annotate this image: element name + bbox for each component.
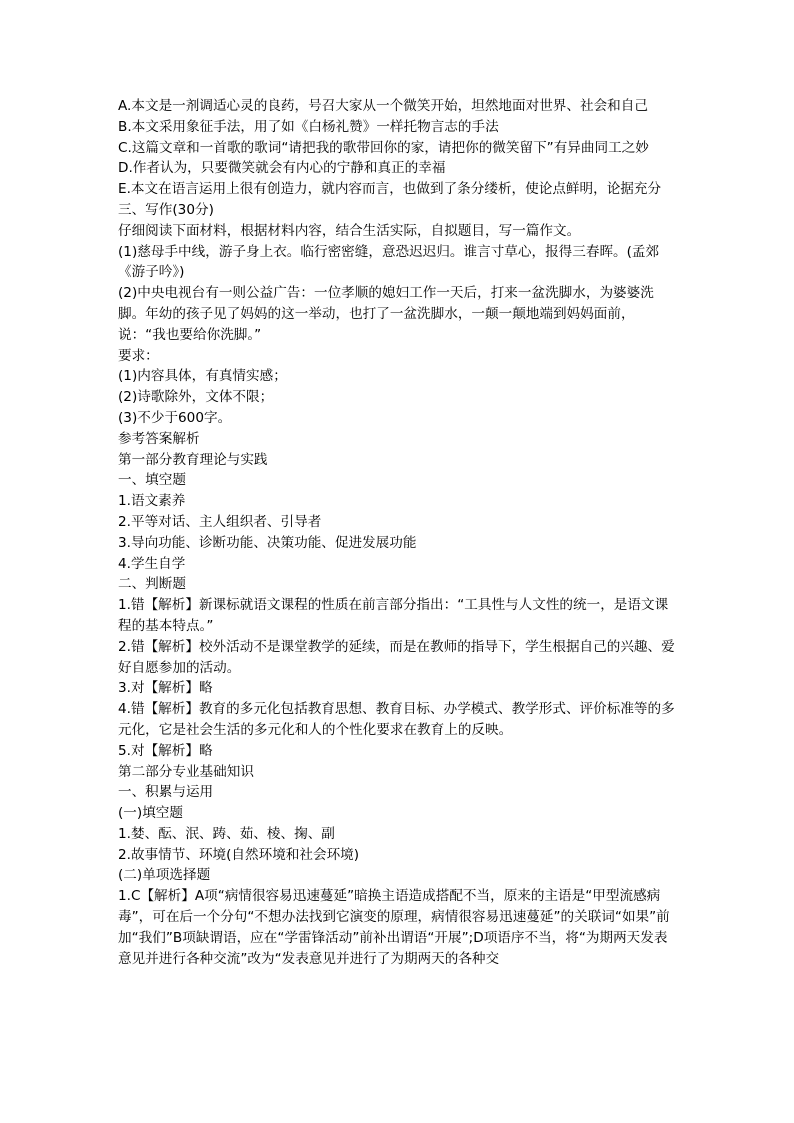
part1-judge-1: 1.错【解析】新课标就语文课程的性质在前言部分指出：“工具性与人文性的统一，是语文课程的基本特点。” (118, 597, 669, 634)
part1-judge-title: 二、判断题 (118, 576, 186, 593)
part1-title: 第一部分教育理论与实践 (118, 451, 268, 468)
part1-fill-2: 2.平等对话、主人组织者、引导者 (118, 513, 322, 530)
answers-title: 参考答案解析 (118, 430, 200, 447)
part2-title: 第二部分专业基础知识 (118, 763, 254, 780)
part2-choice-title: (二)单项选择题 (118, 867, 211, 884)
requirement-2: (2)诗歌除外，文体不限； (118, 389, 274, 406)
option-c: C.这篇文章和一首歌的歌词“请把我的歌带回你的家，请把你的微笑留下”有异曲同工之妙 (118, 139, 649, 156)
part2-fill-title: (一)填空题 (118, 805, 183, 822)
part1-fill-title: 一、填空题 (118, 472, 186, 489)
part1-fill-1: 1.语文素养 (118, 493, 186, 510)
part1-judge-4: 4.错【解析】教育的多元化包括教育思想、教育目标、办学模式、教学形式、评价标准等的多元化，它是社会生活的多元化和人的个性化要求在教育上的反映。 (118, 701, 675, 738)
part1-judge-5: 5.对【解析】略 (118, 742, 213, 759)
writing-material-2: (2)中央电视台有一则公益广告：一位孝顺的媳妇工作一天后，打来一盆洗脚水，为婆婆洗脚。年幼的孩子见了妈妈的这一举动，也打了一盆洗脚水，一颠一颠地端到妈妈面前，说：“我也要给你洗脚。” (118, 285, 654, 343)
part1-judge-2: 2.错【解析】校外活动不是课堂教学的延续，而是在教师的指导下，学生根据自己的兴趣、爱好自愿参加的活动。 (118, 638, 675, 676)
requirement-1: (1)内容具体，有真情实感； (118, 368, 287, 385)
requirements-label: 要求： (118, 347, 159, 364)
part2-fill-1: 1.婪、酝、泯、踌、茹、棱、掬、副 (118, 825, 335, 842)
option-b: B.本文采用象征手法，用了如《白杨礼赞》一样托物言志的手法 (118, 118, 499, 135)
option-a: A.本文是一剂调适心灵的良药，号召大家从一个微笑开始，坦然地面对世界、社会和自己 (118, 98, 648, 114)
part1-fill-4: 4.学生自学 (118, 555, 186, 572)
part2-fill-2: 2.故事情节、环境(自然环境和社会环境) (118, 846, 360, 863)
writing-instruction: 仔细阅读下面材料，根据材料内容，结合生活实际，自拟题目，写一篇作文。 (118, 222, 581, 239)
part1-judge-3: 3.对【解析】略 (118, 680, 213, 697)
writing-material-1: (1)慈母手中线，游子身上衣。临行密密缝，意恐迟迟归。谁言寸草心，报得三春晖。(孟郊《游子吟》) (118, 243, 660, 281)
part2-choice-1: 1.C【解析】A项“病情很容易迅速蔓延”暗换主语造成搭配不当，原来的主语是“甲型流感病毒”，可在后一个分句“不想办法找到它演变的原理，病情很容易迅速蔓延”的关联词“如果”前加“我们”B项缺谓语，应在“学雷锋活动”前补出谓语“开展”;D项语序不当，将“为期两天发表意见并进行各种交流”改为“发表意见并进行了为期两天的各种交 (118, 888, 670, 967)
option-d: D.作者认为，只要微笑就会有内心的宁静和真正的幸福 (118, 160, 446, 177)
option-e: E.本文在语言运用上很有创造力，就内容而言，也做到了条分缕析，使论点鲜明，论据充分 (118, 181, 662, 198)
part1-fill-3: 3.导向功能、诊断功能、决策功能、促进发展功能 (118, 534, 417, 551)
writing-title: 三、写作(30分) (118, 201, 214, 218)
requirement-3: (3)不少于600字。 (118, 409, 232, 426)
document-page (118, 96, 678, 969)
part2-section1-title: 一、积累与运用 (118, 784, 214, 801)
